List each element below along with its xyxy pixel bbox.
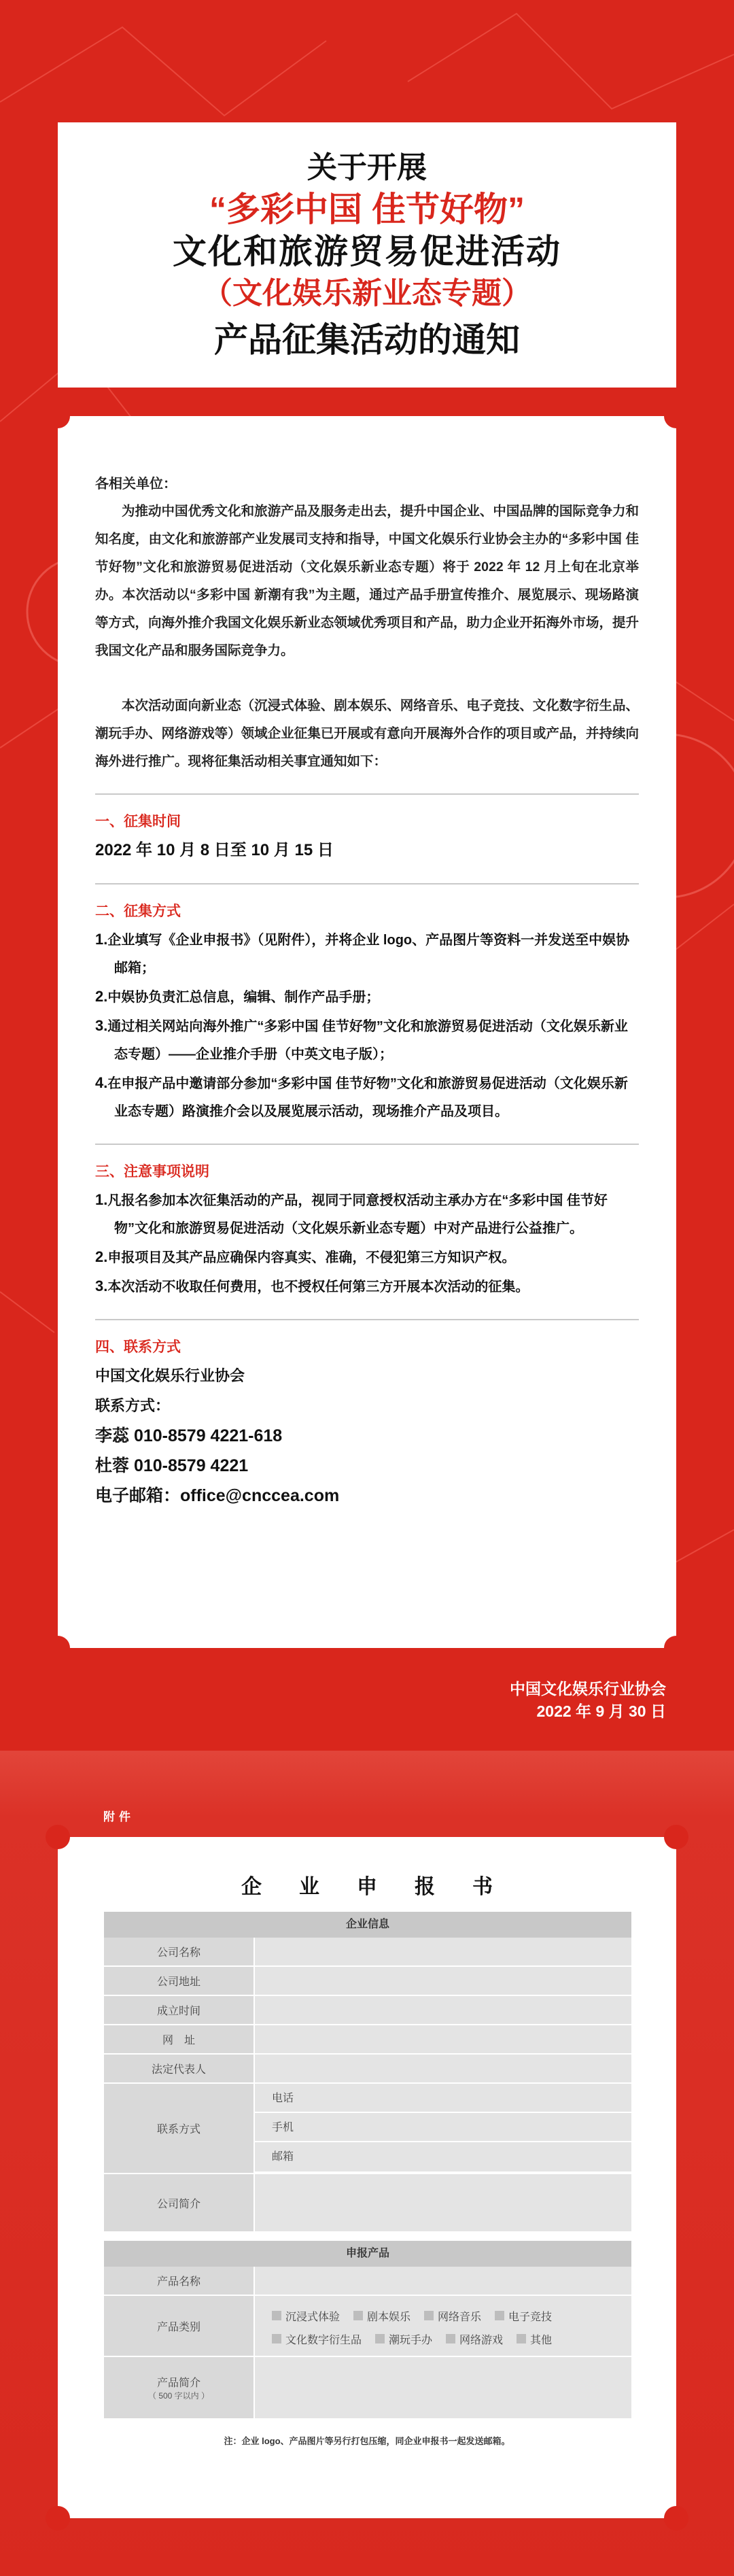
table-row [104,1967,631,1996]
field-label: 产品类别 [104,2296,254,2356]
table-row [104,2025,631,2055]
company-name-field[interactable] [254,1938,631,1965]
title-line-5: 产品征集活动的通知 [214,321,520,359]
category-checkbox[interactable]: 网络游戏 [446,2331,503,2347]
company-intro-field[interactable] [254,2174,631,2231]
list-item: 1.凡报名参加本次征集活动的产品，视同于同意授权活动主承办方在“多彩中国 佳节好物”文化和旅游贸易促进活动（文化娱乐新业态专题）中对产品进行公益推广。 [95,1191,608,1236]
intro-paragraph: 为推动中国优秀文化和旅游产品及服务走出去，提升中国企业、中国品牌的国际竞争力和知名度，由文化和旅游部产业发展司支持和指导，中国文化娱乐行业协会主办的“多彩中国 佳节好物”文化和旅游贸易促进活动（文化娱乐新业态专题）将于 2022 年 12 月上旬在北京举办。本次活动以“多彩中国 新潮有我”为主题，通过产品手册宣传推介、展览展示、现场路演等方式，向海外推介我国文化娱乐新业态领域优秀项目和产品，助力企业开拓海外市场，提升我国文化产品和服务国际竞争力。 [95,504,639,658]
checkbox-icon [424,2311,434,2320]
notes-list [95,1186,639,1301]
application-form-table [104,1912,631,2420]
checkbox-icon [272,2334,281,2343]
founded-field[interactable] [254,1996,631,2024]
checkbox-icon [495,2311,504,2320]
title-card [58,122,676,388]
form-title: 企业申报书 [241,1876,530,1898]
signoff [510,1678,666,1723]
table-row [104,2174,631,2233]
title-line-2: “多彩中国 佳节好物” [209,190,525,228]
email-field[interactable]: 邮箱 [255,2142,631,2171]
divider [95,1319,639,1320]
checkbox-icon [517,2334,526,2343]
field-label: 产品名称 [104,2267,254,2295]
corner-notch [664,2506,688,2530]
signoff-org: 中国文化娱乐行业协会 [510,1680,666,1698]
website-field[interactable] [254,2025,631,2053]
divider [95,883,639,885]
application-form-card [58,1837,676,2518]
table-row [104,1996,631,2025]
corner-notch [46,404,70,428]
table-row [104,2084,631,2174]
category-checkbox[interactable]: 电子竞技 [495,2308,552,2324]
contact-label: 联系方式： [95,1397,171,1414]
notice-card [58,416,676,1648]
corner-notch [664,404,688,428]
corner-notch [46,2506,70,2530]
list-item: 4.在申报产品中邀请部分参加“多彩中国 佳节好物”文化和旅游贸易促进活动（文化娱乐新业态专题）路演推介会以及展览展示活动，现场推介产品及项目。 [95,1074,628,1119]
contact-subfields [254,2084,631,2173]
attachment-label: 附件 [103,1810,135,1823]
list-item: 2.中娱协负责汇总信息，编辑、制作产品手册； [95,988,380,1005]
field-label: 公司简介 [104,2174,254,2231]
form-footnote: 注：企业 logo、产品图片等另行打包压缩，同企业申报书一起发送邮箱。 [224,2436,510,2446]
checkbox-icon [272,2311,281,2320]
scope-paragraph: 本次活动面向新业态（沉浸式体验、剧本娱乐、网络音乐、电子竞技、文化数字衍生品、潮玩手办、网络游戏等）领域企业征集已开展或有意向开展海外合作的项目或产品，并持续向海外进行推广。现将征集活动相关事宜通知如下： [95,698,639,769]
table-row [104,2357,631,2420]
section-title-method: 二、征集方式 [95,904,181,919]
phone-field[interactable]: 电话 [255,2084,631,2113]
list-item: 2.申报项目及其产品应确保内容真实、准确，不侵犯第三方知识产权。 [95,1248,516,1265]
category-checkbox[interactable]: 其他 [517,2331,552,2347]
field-label: 联系方式 [104,2084,254,2173]
field-label [104,2357,254,2418]
product-category-options [254,2296,631,2356]
product-intro-field[interactable] [254,2357,631,2418]
title-line-1: 关于开展 [307,151,427,184]
collection-period: 2022 年 10 月 8 日至 10 月 15 日 [95,841,334,859]
field-label: 公司名称 [104,1938,254,1965]
section-header-product: 申报产品 [104,2241,631,2267]
section-header-company: 企业信息 [104,1912,631,1938]
field-label: 公司地址 [104,1967,254,1995]
title-line-3: 文化和旅游贸易促进活动 [173,233,561,271]
table-gap [104,2233,631,2241]
divider [95,793,639,795]
section-title-contact: 四、联系方式 [95,1339,181,1355]
product-intro-note: （ 500 字以内 ） [147,2391,210,2401]
table-row [104,2267,631,2296]
product-name-field[interactable] [254,2267,631,2295]
contact-phone-1: 李蕊 010-8579 4221-618 [95,1426,283,1445]
contact-org: 中国文化娱乐行业协会 [95,1367,245,1384]
corner-notch [46,1825,70,1849]
checkbox-icon [353,2311,363,2320]
contact-email[interactable]: 电子邮箱：office@cnccea.com [95,1486,340,1505]
corner-notch [664,1825,688,1849]
contact-phone-2: 杜蓉 010-8579 4221 [95,1456,249,1475]
list-item: 3.本次活动不收取任何费用，也不授权任何第三方开展本次活动的征集。 [95,1277,529,1294]
legal-rep-field[interactable] [254,2055,631,2082]
table-row [104,1938,631,1967]
category-checkbox[interactable]: 文化数字衍生品 [272,2331,362,2347]
category-checkbox[interactable]: 潮玩手办 [375,2331,432,2347]
method-list [95,925,639,1126]
salutation: 各相关单位： [95,477,177,492]
field-label: 网 址 [104,2025,254,2053]
field-label: 法定代表人 [104,2055,254,2082]
list-item: 1.企业填写《企业申报书》（见附件），并将企业 logo、产品图片等资料一并发送至中娱协邮箱； [95,931,630,976]
category-checkbox[interactable]: 剧本娱乐 [353,2308,410,2324]
section-title-time: 一、征集时间 [95,814,181,829]
company-address-field[interactable] [254,1967,631,1995]
mobile-field[interactable]: 手机 [255,2113,631,2142]
category-checkbox[interactable]: 网络音乐 [424,2308,481,2324]
list-item: 3.通过相关网站向海外推广“多彩中国 佳节好物”文化和旅游贸易促进活动（文化娱乐新业态专题）——企业推介手册（中英文电子版）； [95,1017,628,1062]
checkbox-icon [446,2334,455,2343]
corner-notch [46,1636,70,1660]
field-label: 成立时间 [104,1996,254,2024]
signoff-date: 2022 年 9 月 30 日 [536,1702,666,1720]
divider [95,1144,639,1145]
corner-notch [664,1636,688,1660]
section-title-notes: 三、注意事项说明 [95,1164,209,1180]
table-row [104,2055,631,2084]
table-row [104,2296,631,2357]
category-checkbox[interactable]: 沉浸式体验 [272,2308,340,2324]
title-line-4: （文化娱乐新业态专题） [203,277,531,310]
product-intro-label: 产品简介 [156,2377,200,2389]
checkbox-icon [375,2334,385,2343]
